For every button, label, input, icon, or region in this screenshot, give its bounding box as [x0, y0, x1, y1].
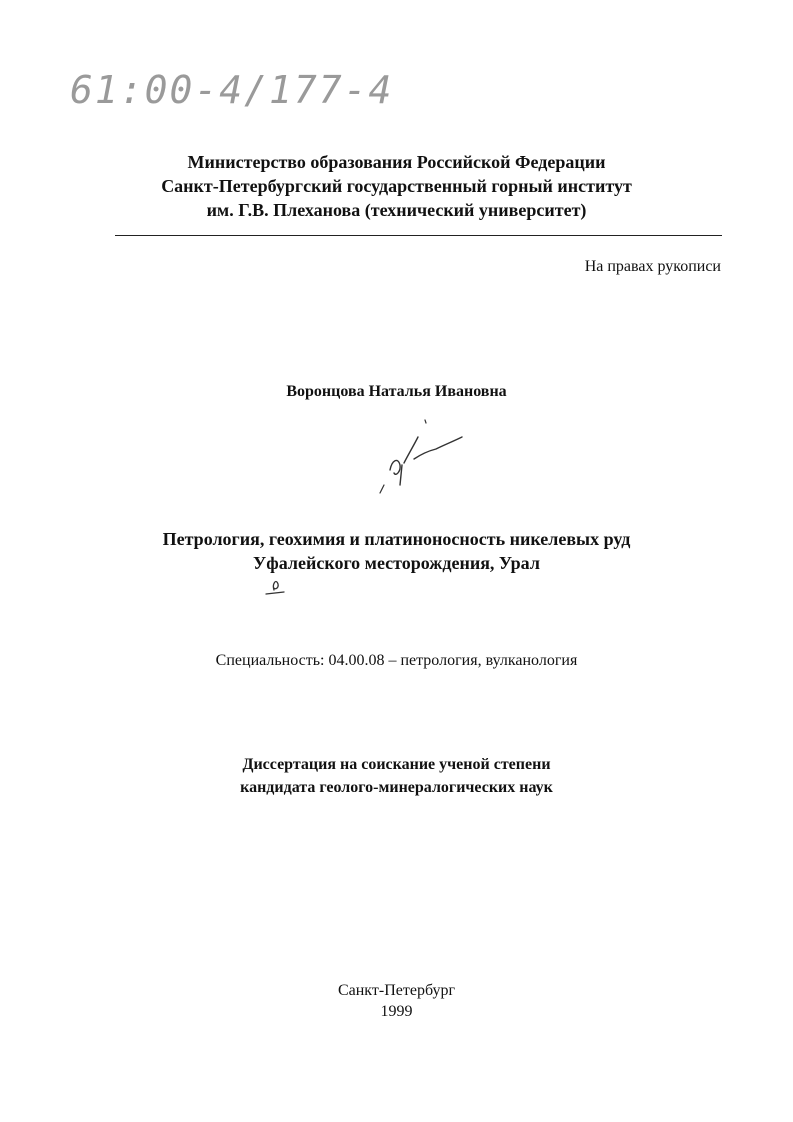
title-line-2: Уфалейского месторождения, Урал	[253, 553, 540, 573]
signature-tail	[380, 485, 384, 493]
signature-stroke	[390, 437, 462, 485]
archive-stamp: 61:00-4/177-4	[70, 68, 394, 112]
rights-note: На правах рукописи	[584, 258, 721, 275]
degree-statement	[0, 753, 793, 799]
city: Санкт-Петербург	[337, 982, 456, 999]
title-line-1: Петрология, геохимия и платиноносность никелевых руд	[162, 529, 631, 549]
author-name: Воронцова Наталья Ивановна	[286, 383, 507, 400]
specialty: Специальность: 04.00.08 – петрология, вулканология	[215, 652, 578, 669]
year: 1999	[380, 1003, 413, 1020]
ministry-line: Министерство образования Российской Федерации	[187, 152, 606, 172]
signature-dot	[425, 420, 426, 423]
header-divider	[115, 235, 722, 236]
pen-mark	[262, 574, 288, 598]
degree-line-2: кандидата геолого-минералогических наук	[240, 779, 553, 796]
institution-header	[0, 150, 793, 222]
degree-line-1: Диссертация на соискание ученой степени	[242, 756, 551, 773]
institute-name-line: им. Г.В. Плеханова (технический университет)	[206, 200, 587, 220]
signature	[370, 415, 470, 505]
dissertation-title	[0, 527, 793, 575]
place-and-year	[0, 980, 793, 1022]
institute-line: Санкт-Петербургский государственный горный институт	[161, 176, 632, 196]
